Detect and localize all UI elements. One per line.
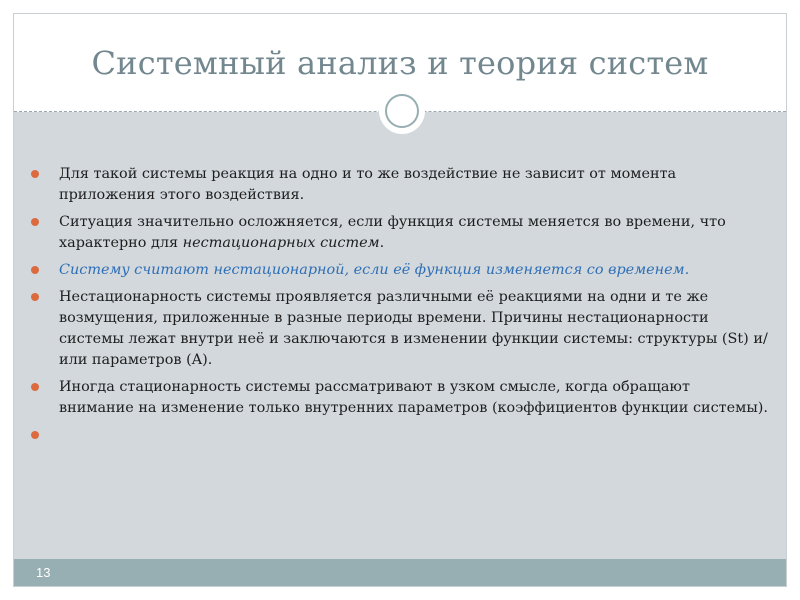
list-item — [28, 164, 768, 206]
page-number: 13 — [36, 565, 51, 580]
slide-title: Системный анализ и теория систем — [91, 44, 709, 82]
bullet-text: Иногда стационарность системы рассматривают в узком смысле, когда обращают внимание на изменение только внутренних параметров (коэффициентов функции системы). — [59, 379, 768, 416]
list-item — [28, 260, 768, 281]
orange-dot-icon — [31, 218, 39, 226]
orange-dot-icon — [31, 383, 39, 391]
list-item — [28, 212, 768, 254]
bullet-list — [28, 164, 768, 452]
bullet-text-highlight: Системy считают нестационарной, если её функция изменяется со временем. — [59, 262, 690, 278]
orange-dot-icon — [31, 266, 39, 274]
orange-dot-icon — [31, 293, 39, 301]
bullet-text: Для такой системы реакция на одно и то же воздействие не зависит от момента приложения этого воздействия. — [59, 166, 677, 203]
bullet-text-italic: нестационарных систем — [182, 235, 380, 251]
inner-ring — [385, 94, 419, 128]
bullet-text — [59, 427, 64, 443]
bullet-text: Нестационарность системы проявляется различными её реакциями на одни и те же возмущения, приложенные в разные периоды времени. Причины нестационарности системы лежат внутри неё и заключаются в изменении функции системы: структуры (St) и/или параметров (A). — [59, 289, 768, 368]
footer-bar — [14, 559, 786, 586]
double-ring-icon — [379, 88, 425, 134]
list-item — [28, 425, 768, 446]
bullet-text-part: . — [379, 235, 385, 251]
list-item — [28, 287, 768, 371]
orange-dot-icon — [31, 170, 39, 178]
slide — [13, 13, 787, 587]
list-item — [28, 377, 768, 419]
orange-dot-icon — [31, 431, 39, 439]
bullet-text-part: Ситуация значительно осложняется, если функция системы меняется во времени, что характерно для — [59, 214, 726, 251]
